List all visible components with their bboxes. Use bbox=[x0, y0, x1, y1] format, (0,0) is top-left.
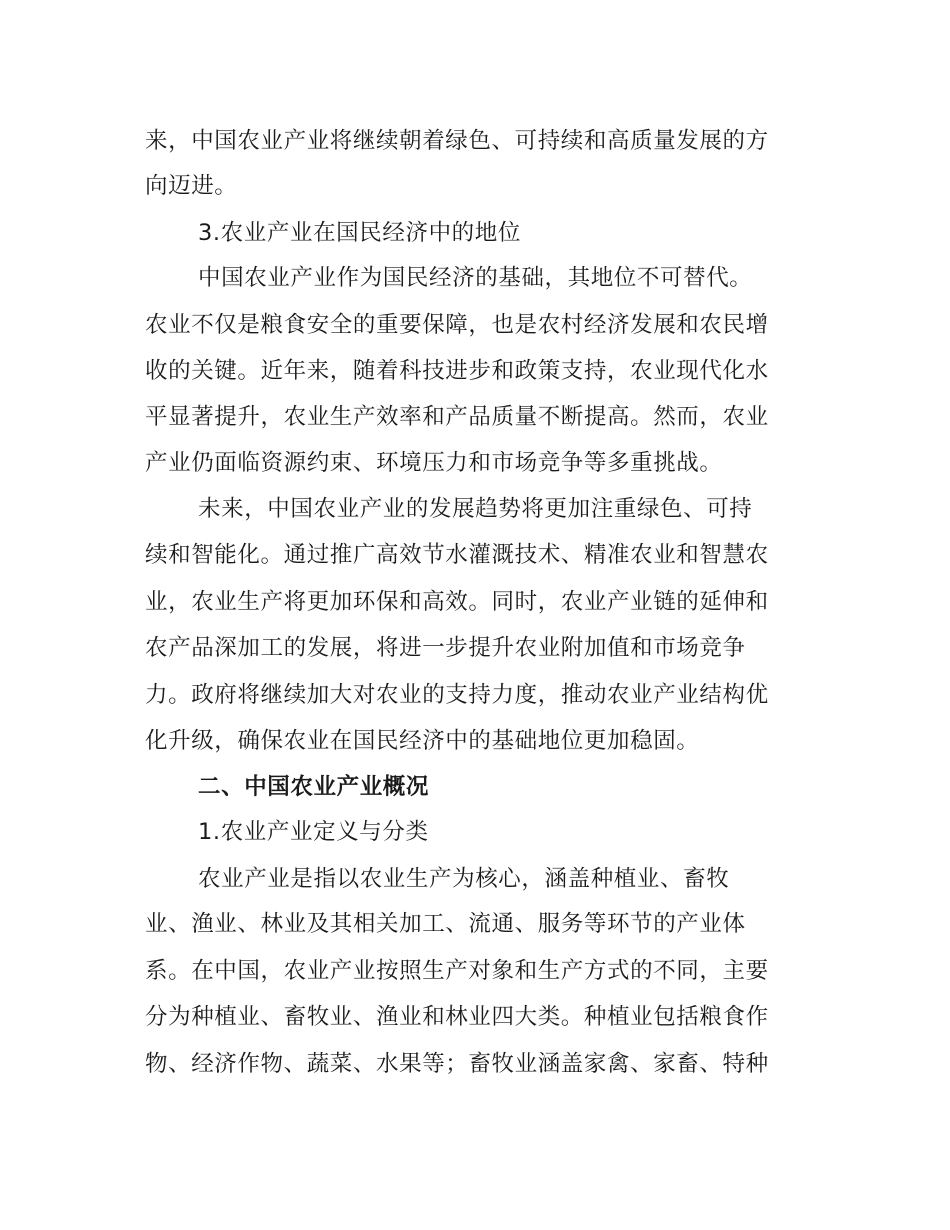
body-text-line: 业，农业生产将更加环保和高效。同时，农业产业链的延伸和 bbox=[145, 589, 769, 615]
body-text-line: 续和智能化。通过推广高效节水灌溉技术、精准农业和智慧农 bbox=[145, 542, 769, 568]
body-text-line: 来，中国农业产业将继续朝着绿色、可持续和高质量发展的方 bbox=[145, 128, 769, 154]
body-text-line: 农产品深加工的发展，将进一步提升农业附加值和市场竞争 bbox=[145, 635, 746, 661]
body-text-line: 农业不仅是粮食安全的重要保障，也是农村经济发展和农民增 bbox=[145, 312, 769, 338]
section-heading-1: 1.农业产业定义与分类 bbox=[198, 819, 429, 845]
body-text-line: 分为种植业、畜牧业、渔业和林业四大类。种植业包括粮食作 bbox=[145, 1004, 769, 1030]
body-text-line: 业、渔业、林业及其相关加工、流通、服务等环节的产业体 bbox=[145, 911, 746, 937]
body-text-line: 物、经济作物、蔬菜、水果等；畜牧业涵盖家禽、家畜、特种 bbox=[145, 1051, 769, 1077]
body-text-line: 未来，中国农业产业的发展趋势将更加注重绿色、可持 bbox=[198, 496, 753, 522]
body-text-line: 中国农业产业作为国民经济的基础，其地位不可替代。 bbox=[198, 265, 753, 291]
body-text-line: 农业产业是指以农业生产为核心，涵盖种植业、畜牧 bbox=[198, 866, 730, 892]
body-text-line: 系。在中国，农业产业按照生产对象和生产方式的不同，主要 bbox=[145, 958, 769, 984]
body-text-line: 产业仍面临资源约束、环境压力和市场竞争等多重挑战。 bbox=[145, 450, 723, 476]
body-text-line: 向迈进。 bbox=[145, 173, 238, 199]
body-text-line: 平显著提升，农业生产效率和产品质量不断提高。然而，农业 bbox=[145, 404, 769, 430]
body-text-line: 力。政府将继续加大对农业的支持力度，推动农业产业结构优 bbox=[145, 682, 769, 708]
body-text-line: 收的关键。近年来，随着科技进步和政策支持，农业现代化水 bbox=[145, 358, 769, 384]
section-heading-3: 3.农业产业在国民经济中的地位 bbox=[198, 220, 521, 246]
chapter-heading: 二、中国农业产业概况 bbox=[198, 774, 430, 800]
body-text-line: 化升级，确保农业在国民经济中的基础地位更加稳固。 bbox=[145, 728, 700, 754]
